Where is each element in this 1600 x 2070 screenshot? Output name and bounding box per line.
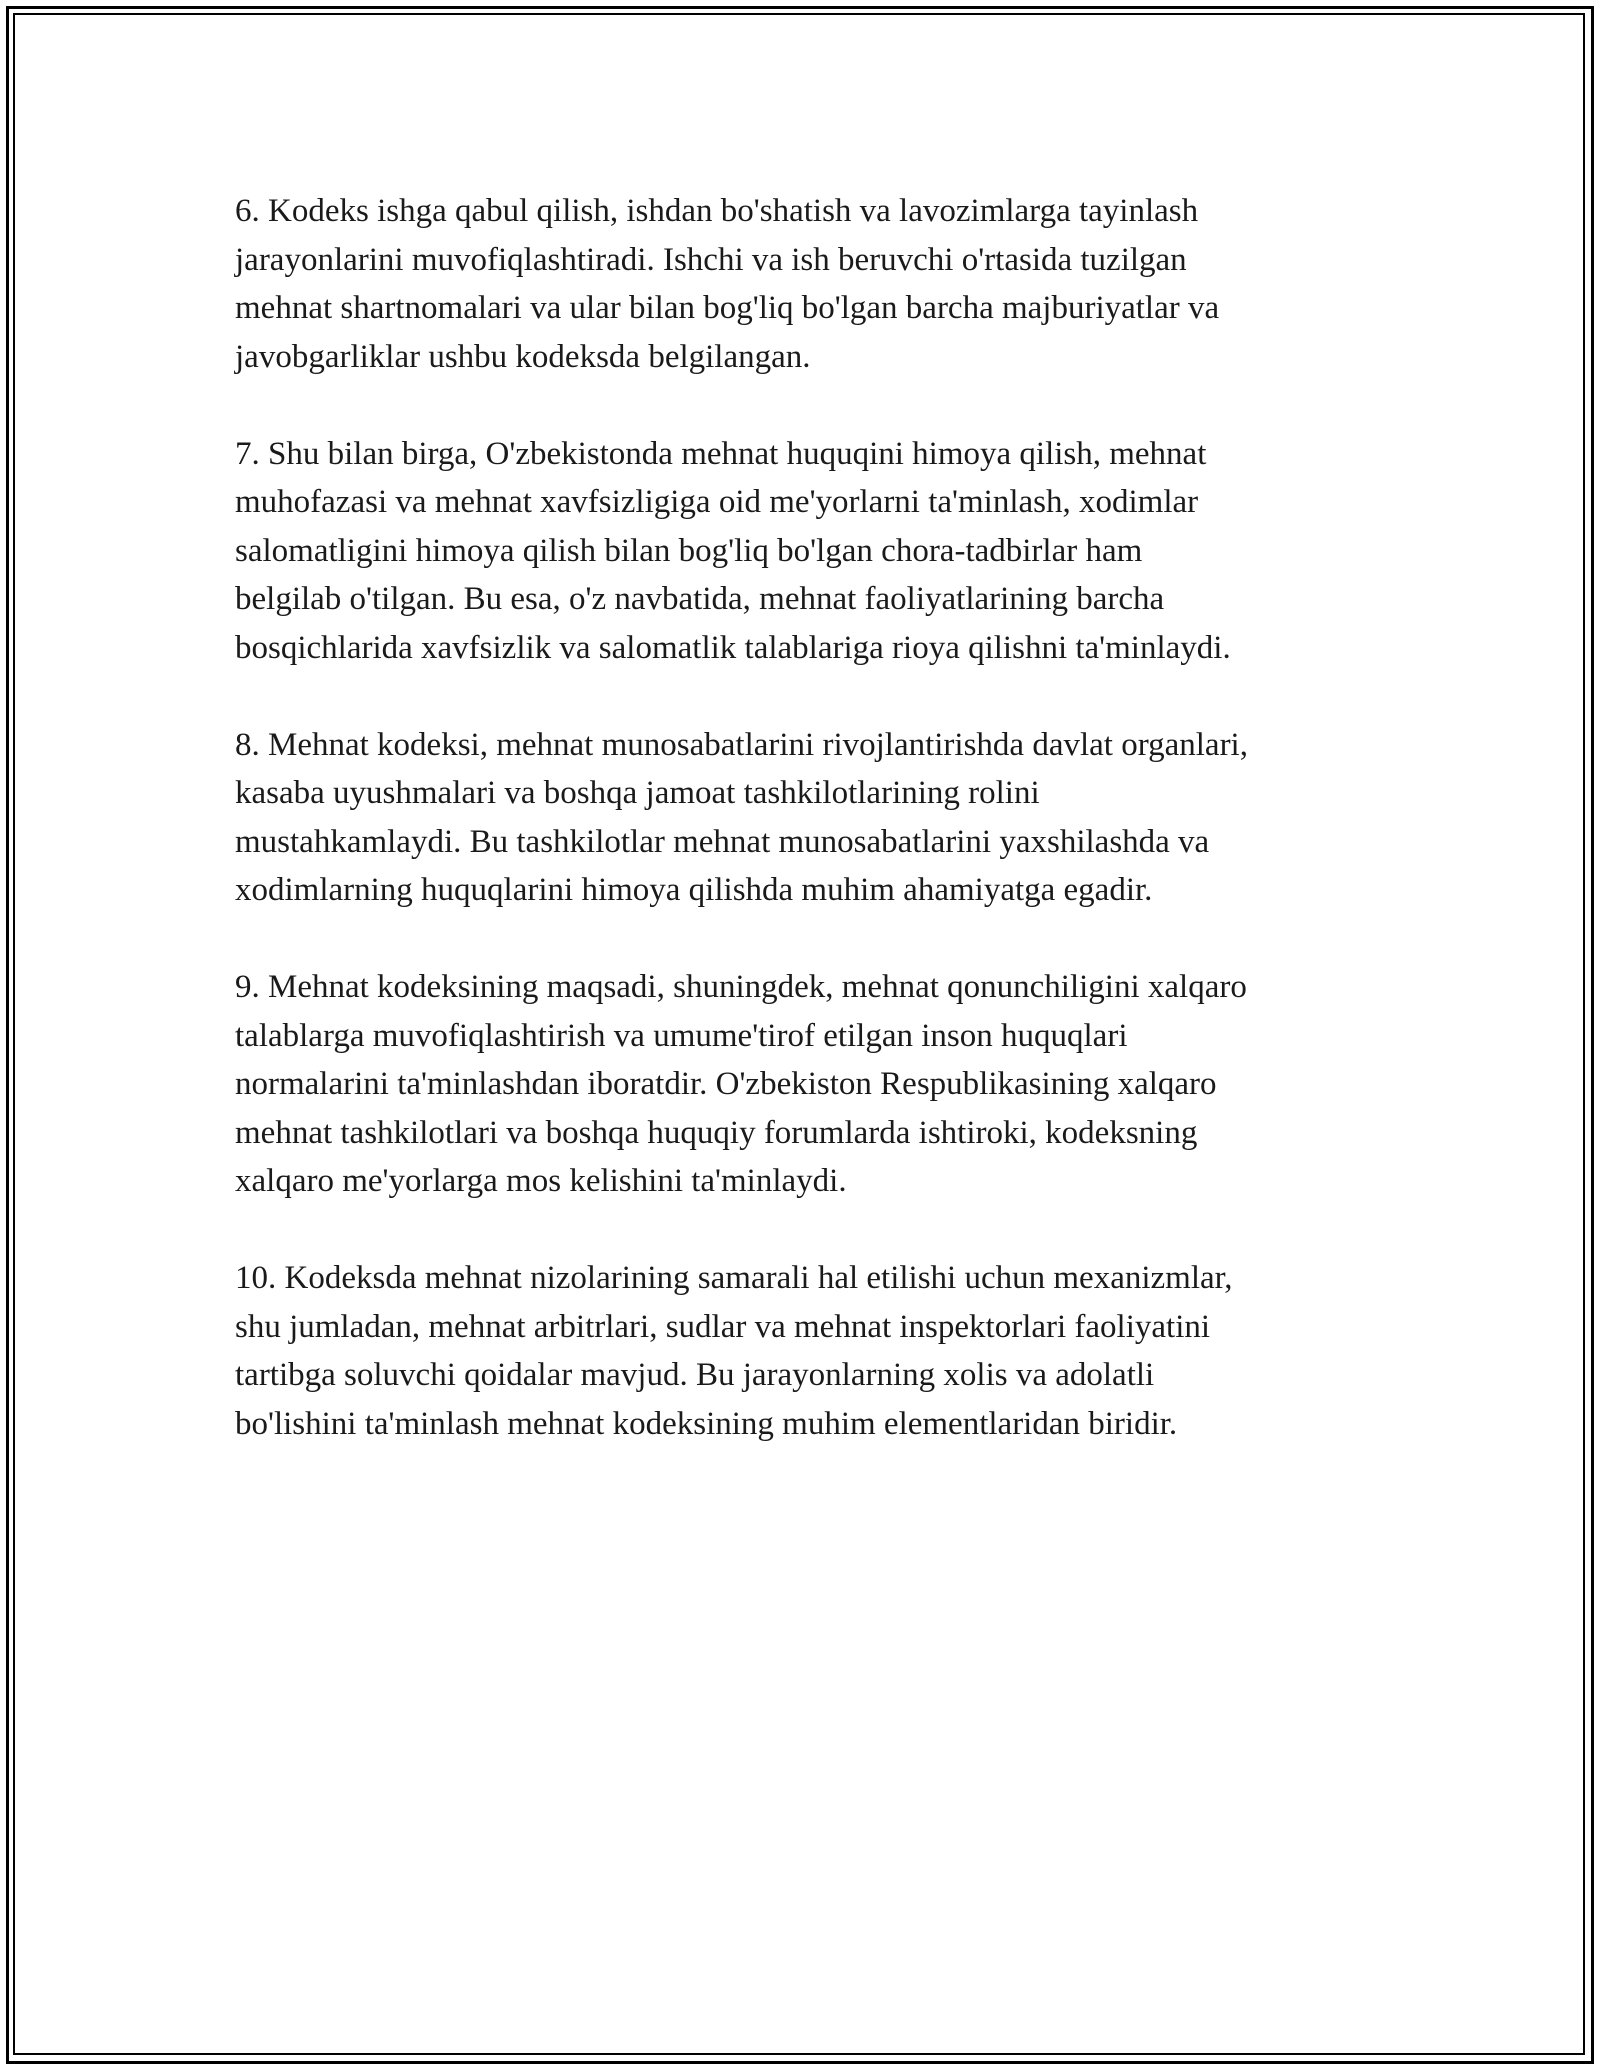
text-line: xodimlarning huquqlarini himoya qilishda muhim ahamiyatga egadir. [235, 872, 1153, 908]
paragraph-7 [235, 430, 1395, 673]
text-line: jarayonlarini muvofiqlashtiradi. Ishchi va ish beruvchi o'rtasida tuzilgan [235, 241, 1187, 278]
document-body [235, 187, 1395, 1497]
paragraph-6 [235, 187, 1395, 381]
paragraph-10 [235, 1254, 1395, 1448]
text-line: xalqaro me'yorlarga mos kelishini ta'minlaydi. [235, 1163, 847, 1199]
text-line: 7. Shu bilan birga, O'zbekistonda mehnat huquqini himoya qilish, mehnat [235, 435, 1207, 472]
paragraph-9 [235, 963, 1395, 1206]
text-line: bosqichlarida xavfsizlik va salomatlik talablariga rioya qilishni ta'minlaydi. [235, 629, 1231, 666]
text-line: muhofazasi va mehnat xavfsizligiga oid me'yorlarni ta'minlash, xodimlar [235, 484, 1199, 520]
text-line: mustahkamlaydi. Bu tashkilotlar mehnat munosabatlarini yaxshilashda va [235, 823, 1210, 860]
text-line: 6. Kodeks ishga qabul qilish, ishdan bo'shatish va lavozimlarga tayinlash [235, 193, 1199, 229]
text-line: normalarini ta'minlashdan iboratdir. O'zbekiston Respublikasining xalqaro [235, 1066, 1217, 1102]
text-line: 9. Mehnat kodeksining maqsadi, shuningdek, mehnat qonunchiligini xalqaro [235, 969, 1247, 1005]
text-line: 10. Kodeksda mehnat nizolarining samarali hal etilishi uchun mexanizmlar, [235, 1260, 1233, 1296]
text-line: mehnat tashkilotlari va boshqa huquqiy forumlarda ishtiroki, kodeksning [235, 1114, 1198, 1151]
text-line: javobgarliklar ushbu kodeksda belgilangan. [235, 338, 811, 375]
text-line: tartibga soluvchi qoidalar mavjud. Bu jarayonlarning xolis va adolatli [235, 1357, 1155, 1393]
text-line: shu jumladan, mehnat arbitrlari, sudlar va mehnat inspektorlari faoliyatini [235, 1308, 1211, 1345]
text-line: mehnat shartnomalari va ular bilan bog'liq bo'lgan barcha majburiyatlar va [235, 290, 1220, 326]
paragraph-8 [235, 721, 1395, 915]
text-line: salomatligini himoya qilish bilan bog'liq bo'lgan chora-tadbirlar ham [235, 532, 1143, 569]
text-line: belgilab o'tilgan. Bu esa, o'z navbatida, mehnat faoliyatlarining barcha [235, 581, 1165, 617]
text-line: bo'lishini ta'minlash mehnat kodeksining muhim elementlaridan biridir. [235, 1405, 1178, 1442]
text-line: talablarga muvofiqlashtirish va umume'tirof etilgan inson huquqlari [235, 1017, 1128, 1054]
text-line: kasaba uyushmalari va boshqa jamoat tashkilotlarining rolini [235, 775, 1040, 811]
text-line: 8. Mehnat kodeksi, mehnat munosabatlarini rivojlantirishda davlat organlari, [235, 726, 1248, 763]
